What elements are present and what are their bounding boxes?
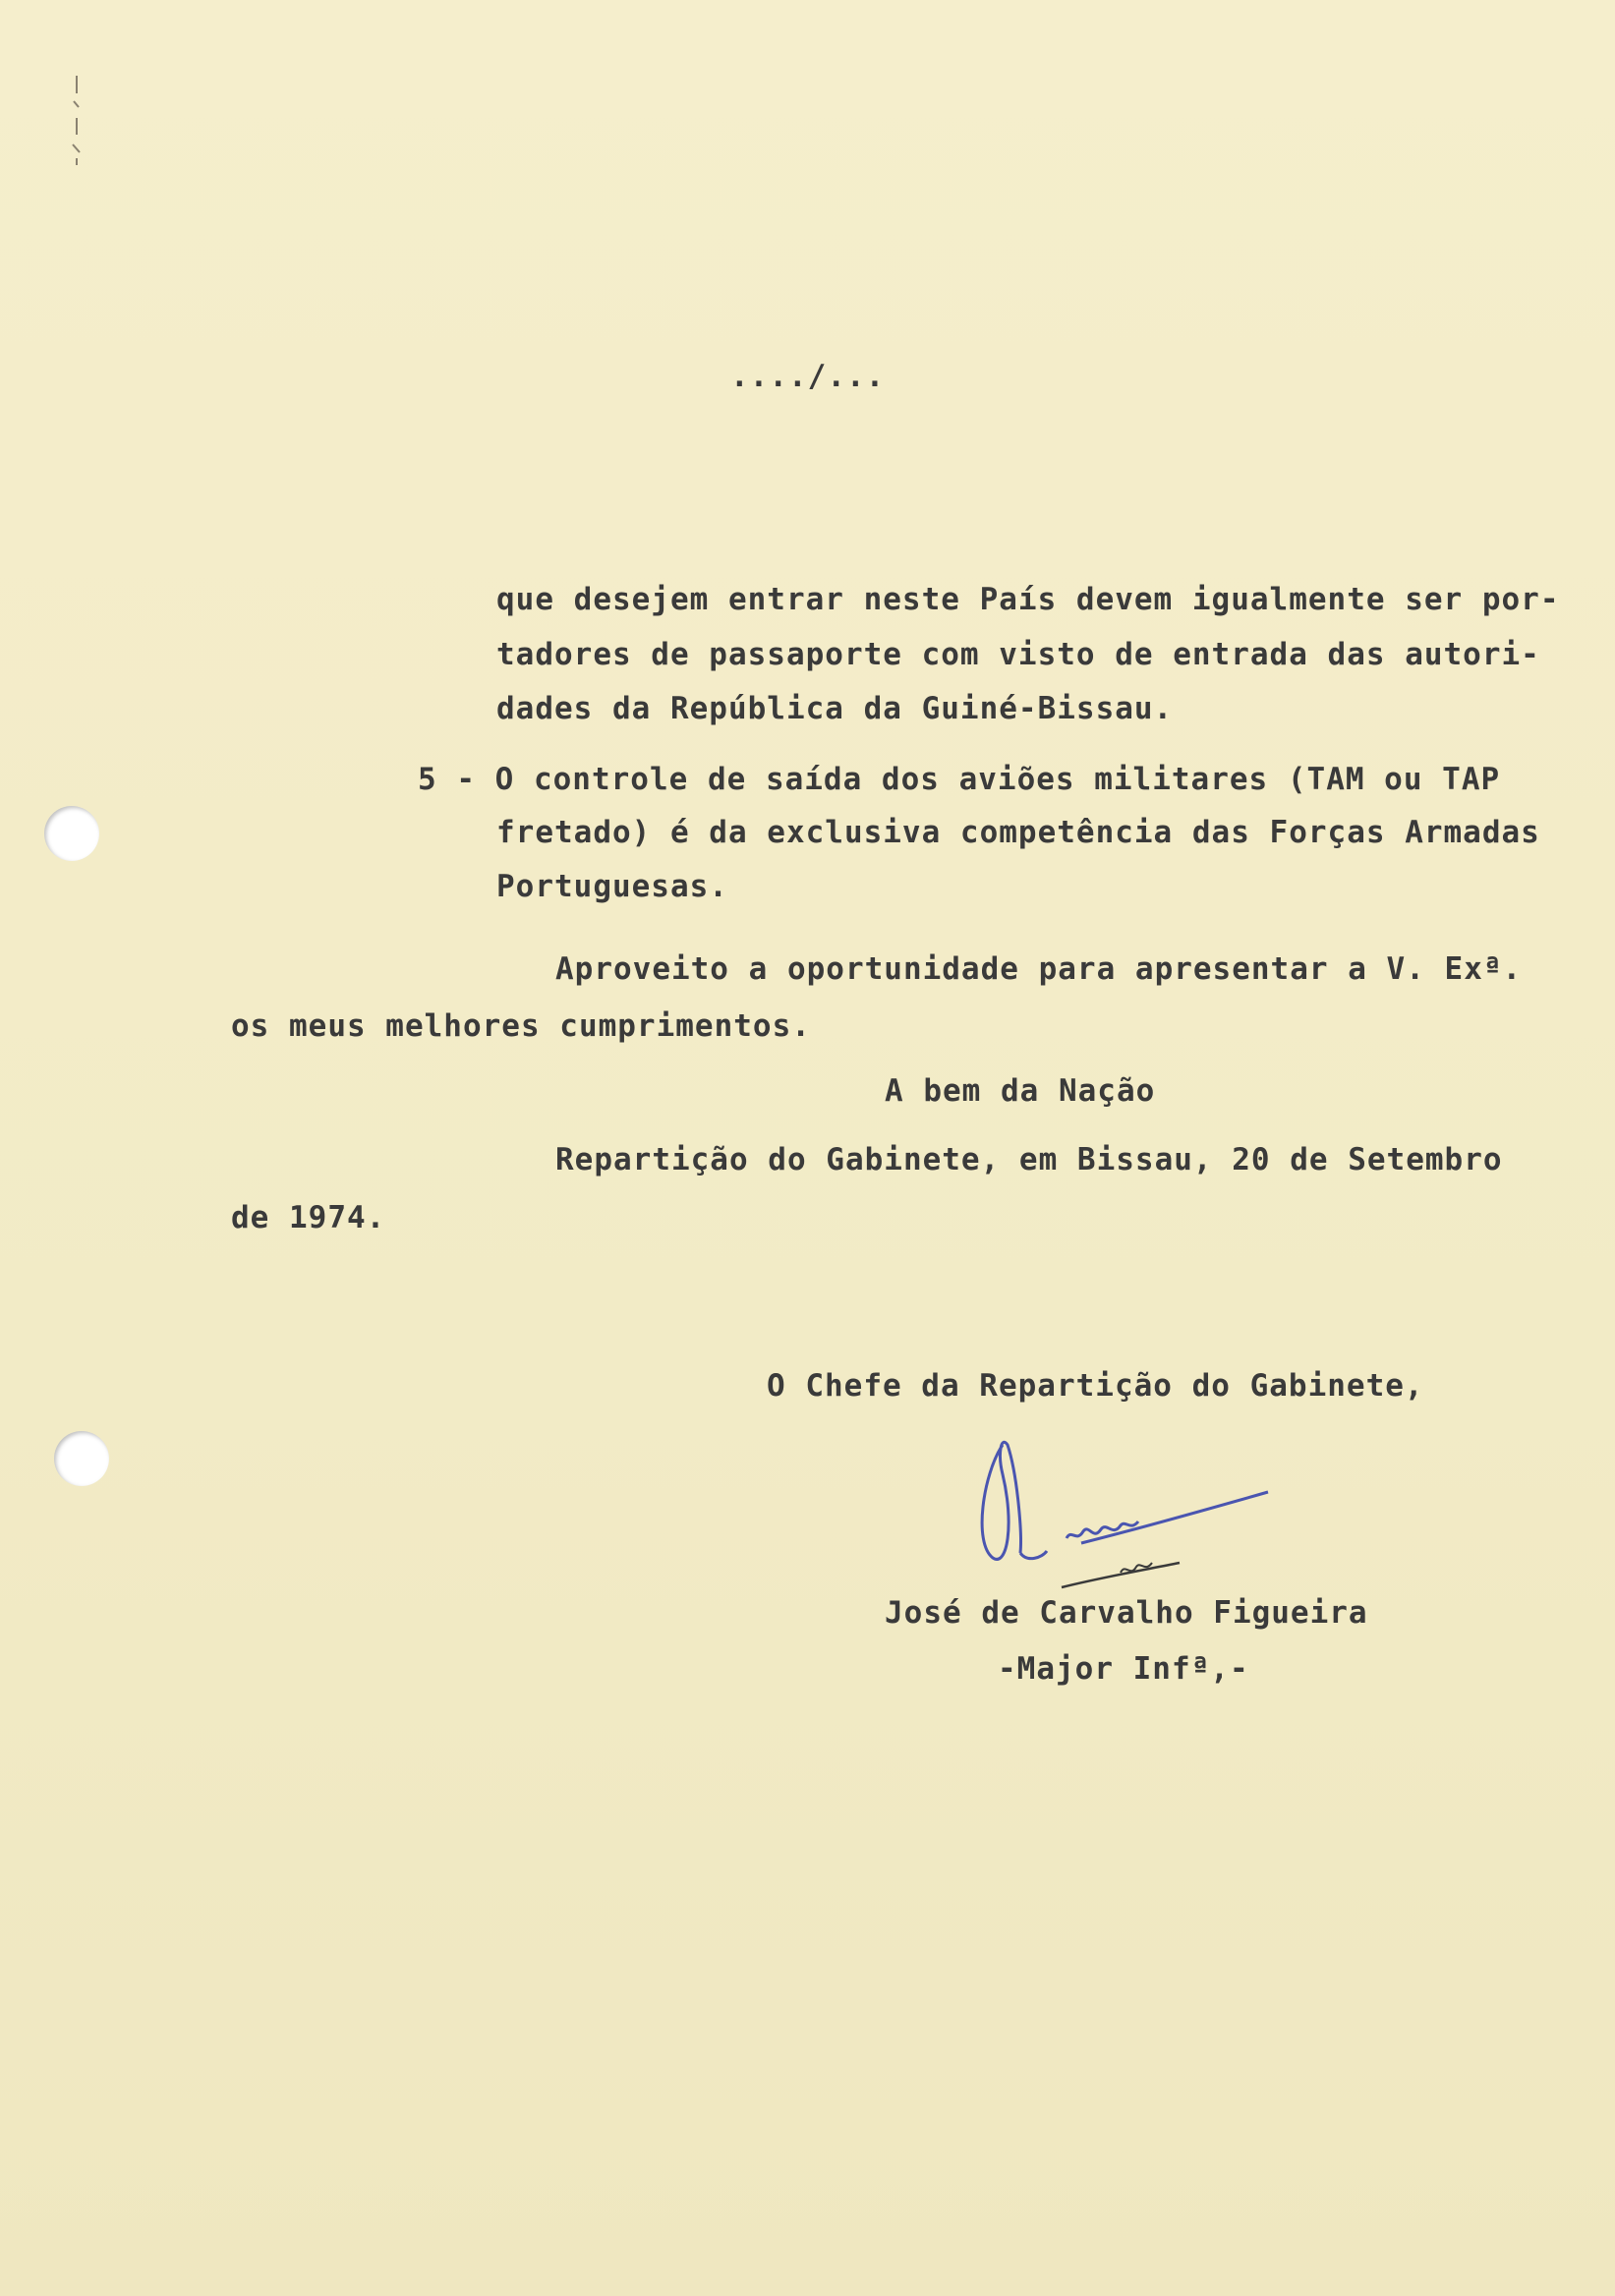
body-line-11: de 1974. bbox=[231, 1200, 386, 1235]
punch-hole-top bbox=[44, 806, 99, 861]
body-line-5: fretado) é da exclusiva competência das Forças Armadas bbox=[496, 815, 1540, 850]
body-line-6: Portuguesas. bbox=[496, 869, 728, 904]
signatory-name: José de Carvalho Figueira bbox=[885, 1595, 1368, 1631]
body-line-2: tadores de passaporte com visto de entrada das autori- bbox=[496, 637, 1540, 672]
edge-pencil-mark bbox=[69, 74, 85, 167]
body-line-4: 5 - O controle de saída dos aviões militares (TAM ou TAP bbox=[418, 762, 1501, 797]
body-line-10: Repartição do Gabinete, em Bissau, 20 de Setembro bbox=[555, 1142, 1503, 1177]
body-line-1: que desejem entrar neste País devem igualmente ser por- bbox=[496, 582, 1560, 617]
body-line-8: os meus melhores cumprimentos. bbox=[231, 1008, 811, 1044]
body-line-3: dades da República da Guiné-Bissau. bbox=[496, 691, 1174, 726]
body-line-7: Aproveito a oportunidade para apresentar a V. Exª. bbox=[555, 951, 1523, 987]
signatory-rank: -Major Infª,- bbox=[998, 1651, 1249, 1687]
punch-hole-bottom bbox=[54, 1431, 109, 1486]
closing-title: O Chefe da Repartição do Gabinete, bbox=[767, 1368, 1424, 1404]
body-line-9: A bem da Nação bbox=[885, 1073, 1156, 1109]
handwritten-signature bbox=[973, 1415, 1307, 1602]
continuation-mark: ..../... bbox=[730, 359, 886, 394]
